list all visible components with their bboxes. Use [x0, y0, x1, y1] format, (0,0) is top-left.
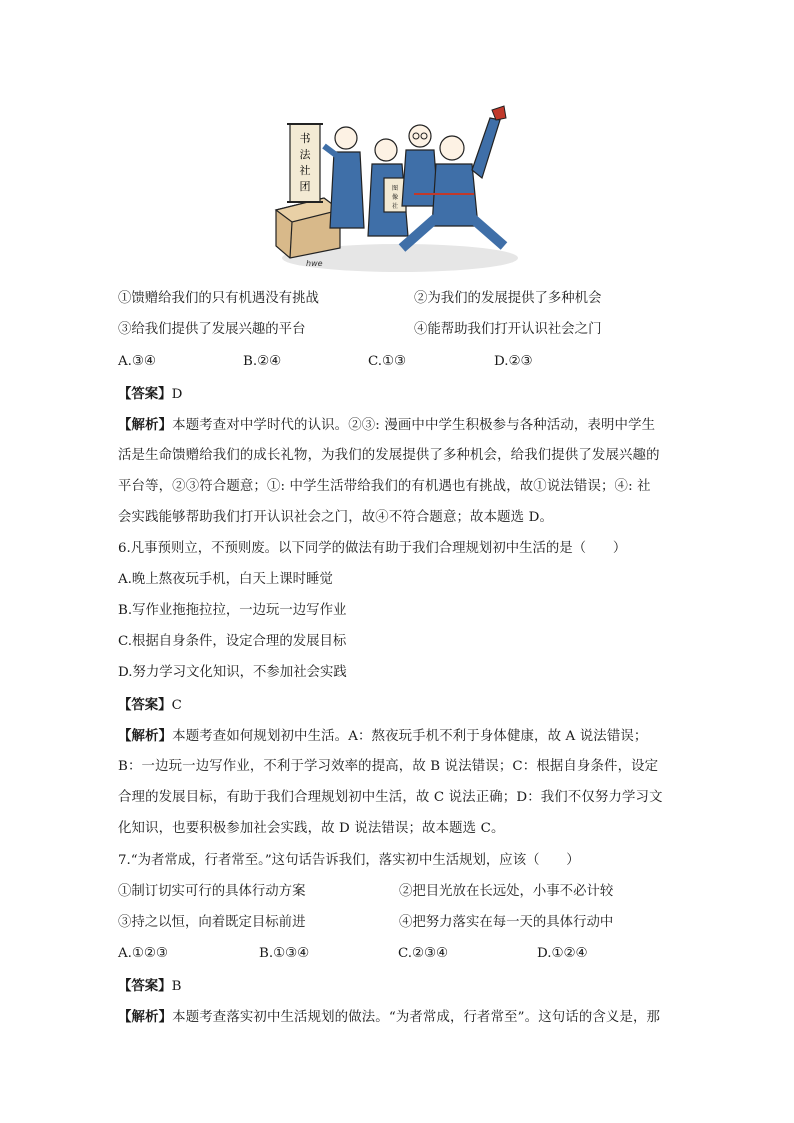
q6-stem: 6.凡事预则立，不预则废。以下同学的做法有助于我们合理规划初中生活的是（ ） [118, 541, 627, 556]
q5-analysis-line-4: 会实践能够帮助我们打开认识社会之门，故④不符合题意；故本题选 D。 [118, 510, 554, 525]
q5-option-c: C.①③ [368, 354, 407, 369]
q7-statement-row-1 [118, 883, 614, 901]
q5-statement-2: ②为我们的发展提供了多种机会 [414, 291, 602, 306]
q7-statement-4: ④把努力落实在每一天的具体行动中 [399, 915, 614, 930]
q5-analysis-text-1: 本题考查对中学时代的认识。②③: 漫画中中学生积极参与各种活动，表明中学生 [172, 418, 656, 433]
q5-analysis-line-2: 活是生命馈赠给我们的成长礼物，为我们的发展提供了多种机会，给我们提供了发展兴趣的 [118, 448, 660, 463]
q6-option-c: C.根据自身条件，设定合理的发展目标 [118, 634, 347, 649]
q6-analysis-line-1 [118, 727, 647, 746]
svg-text:书: 书 [299, 132, 311, 145]
q5-option-a: A.③④ [118, 354, 156, 369]
q7-option-d: D.①②④ [537, 946, 588, 961]
q7-statement-2: ②把目光放在长远处，小事不必计较 [399, 884, 614, 899]
q7-answer-value: B [171, 979, 182, 994]
q5-answer-tag: 【答案】 [118, 386, 172, 402]
q6-analysis-line-2: B：一边玩一边写作业，不利于学习效率的提高，故 B 说法错误；C：根据自身条件，设定 [118, 759, 659, 774]
q7-statement-row-2 [118, 914, 614, 932]
q6-option-a: A.晚上熬夜玩手机，白天上课时睡觉 [118, 572, 333, 587]
svg-text:hwe: hwe [306, 259, 323, 268]
q5-option-d: D.②③ [494, 354, 533, 369]
q5-analysis-line-1 [118, 416, 655, 435]
q5-answer-value: D [171, 387, 183, 402]
q5-answer [118, 385, 182, 404]
q7-answer-tag: 【答案】 [118, 978, 172, 994]
svg-text:团: 团 [299, 180, 311, 193]
q6-analysis-line-4: 化知识，也要积极参加社会实践，故 D 说法错误；故本题选 C。 [118, 821, 505, 836]
svg-text:像: 像 [391, 194, 399, 201]
q7-option-c: C.②③④ [398, 946, 449, 961]
q6-option-d: D.努力学习文化知识，不参加社会实践 [118, 665, 347, 680]
q6-analysis-tag: 【解析】 [118, 728, 173, 744]
q5-option-b: B.②④ [243, 354, 282, 369]
q5-statement-3: ③给我们提供了发展兴趣的平台 [118, 322, 306, 337]
q5-statement-1: ①馈赠给我们的只有机遇没有挑战 [118, 291, 319, 306]
q5-analysis-line-3: 平台等，②③符合题意；①: 中学生活带给我们的有机遇也有挑战，故①说法错误；④: 社 [118, 479, 651, 494]
q7-option-a: A.①②③ [118, 946, 168, 961]
q7-option-b: B.①③④ [259, 946, 310, 961]
q5-statement-4: ④能帮助我们打开认识社会之门 [414, 322, 602, 337]
q6-answer [118, 696, 182, 715]
svg-text:图: 图 [391, 185, 399, 192]
svg-text:社: 社 [299, 164, 311, 177]
q7-answer [118, 977, 181, 996]
q5-statement-row-1 [118, 290, 602, 308]
q6-answer-tag: 【答案】 [118, 697, 172, 713]
q5-statement-row-2 [118, 321, 602, 339]
q7-statement-1: ①制订切实可行的具体行动方案 [118, 884, 306, 899]
q5-analysis-tag: 【解析】 [118, 417, 173, 433]
q7-analysis-tag: 【解析】 [118, 1009, 173, 1025]
q6-answer-value: C [171, 698, 182, 713]
q7-statement-3: ③持之以恒，向着既定目标前进 [118, 915, 306, 930]
q6-analysis-line-3: 合理的发展目标，有助于我们合理规划初中生活，故 C 说法正确；D：我们不仅努力学习文 [118, 790, 663, 805]
q6-option-b: B.写作业拖拖拉拉，一边玩一边写作业 [118, 603, 347, 618]
students-activities-cartoon [268, 98, 522, 276]
q7-stem: 7.“为者常成，行者常至。”这句话告诉我们，落实初中生活规划，应该（ ） [118, 853, 580, 868]
svg-text:法: 法 [299, 148, 311, 161]
q6-analysis-text-1: 本题考查如何规划初中生活。A：熬夜玩手机不利于身体健康，故 A 说法错误； [172, 729, 648, 744]
svg-text:社: 社 [391, 203, 399, 210]
q7-analysis-line-1 [118, 1008, 660, 1027]
q7-analysis-text-1: 本题考查落实初中生活规划的做法。“为者常成，行者常至”。这句话的含义是，那 [172, 1010, 661, 1025]
